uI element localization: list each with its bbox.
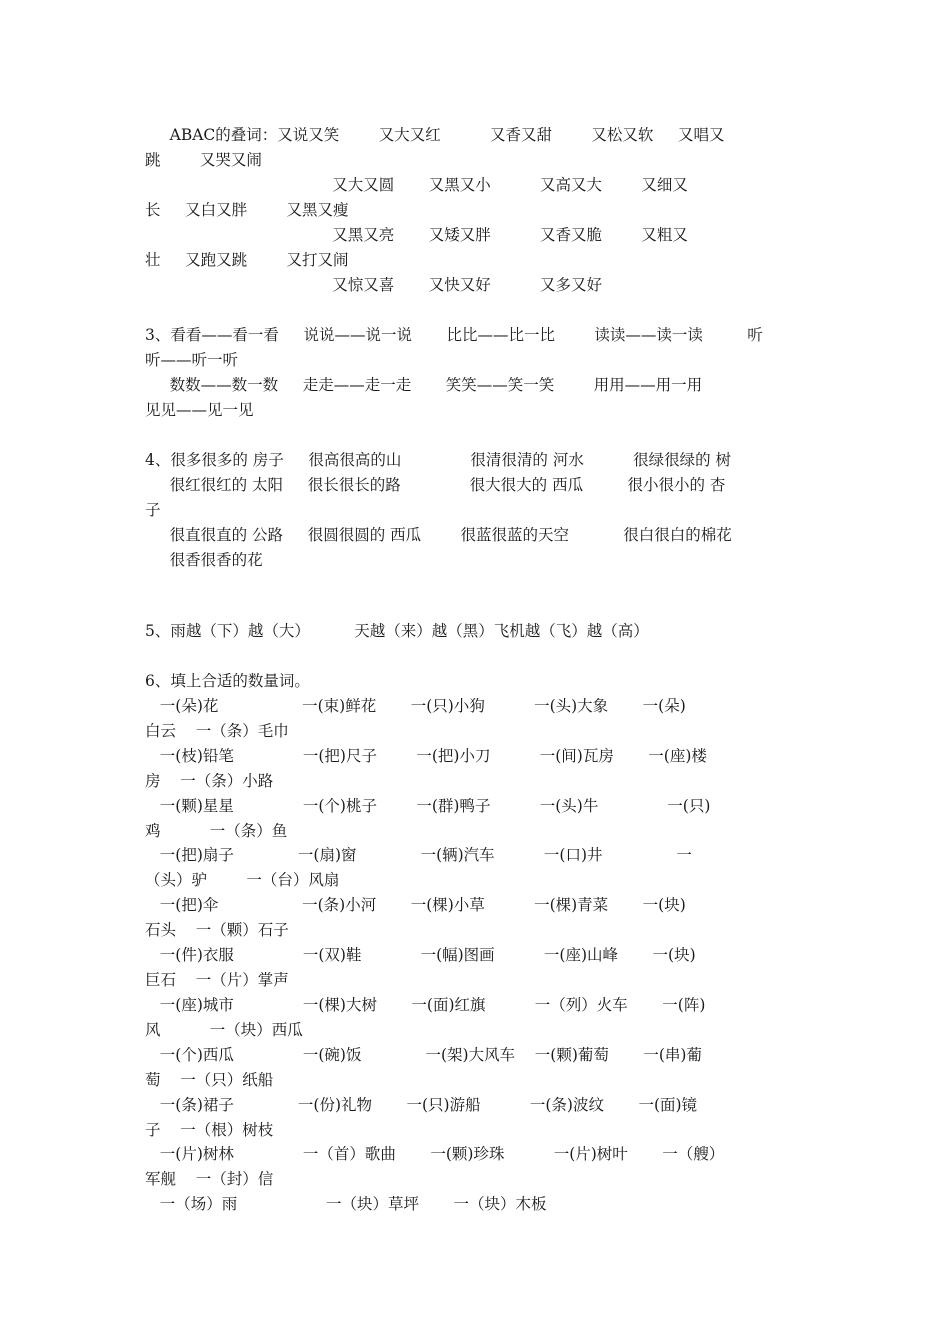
section-5-line: 5、雨越（下）越（大） 天越（来）越（黑）飞机越（飞）越（高） [145, 622, 649, 640]
abac-line-6: 壮 又跑又跳 又打又闹 [145, 251, 349, 269]
measure-line-9: 一(把)伞 一(条)小河 一(棵)小草 一(棵)青菜 一(块) [145, 896, 686, 914]
abac-line-2: 跳 又哭又闹 [145, 151, 262, 169]
abac-line-7: 又惊又喜 又快又好 又多又好 [145, 276, 602, 294]
section-4-line-3: 子 [145, 501, 161, 519]
section-4-line-5: 很香很香的花 [145, 551, 263, 569]
section-3-line-3: 数数——数一数 走走——走一走 笑笑——笑一笑 用用——用一用 [145, 376, 703, 394]
measure-line-10: 石头 一（颗）石子 [145, 921, 289, 939]
abac-line-3: 又大又圆 又黑又小 又高又大 又细又 [145, 176, 688, 194]
measure-line-6: 鸡 一（条）鱼 [145, 822, 288, 840]
measure-line-21: 一（场）雨 一（块）草坪 一（块）木板 [145, 1195, 547, 1213]
measure-line-15: 一(个)西瓜 一(碗)饭 一(架)大风车 一(颗)葡萄 一(串)葡 [145, 1046, 702, 1064]
abac-line-5: 又黑又亮 又矮又胖 又香又脆 又粗又 [145, 226, 688, 244]
section-3-line-4: 见见——见一见 [145, 401, 254, 419]
measure-line-12: 巨石 一（片）掌声 [145, 971, 289, 989]
abac-line-4: 长 又白又胖 又黑又瘦 [145, 201, 349, 219]
measure-line-1: 一(朵)花 一(束)鲜花 一(只)小狗 一(头)大象 一(朵) [145, 697, 686, 715]
section-4-line-4: 很直很直的 公路 很圆很圆的 西瓜 很蓝很蓝的天空 很白很白的棉花 [145, 526, 732, 544]
measure-line-2: 白云 一（条）毛巾 [145, 722, 289, 740]
measure-line-20: 军舰 一（封）信 [145, 1170, 274, 1188]
measure-line-17: 一(条)裙子 一(份)礼物 一(只)游船 一(条)波纹 一(面)镜 [145, 1096, 698, 1114]
measure-line-4: 房 一（条）小路 [145, 772, 274, 790]
measure-line-19: 一(片)树林 一（首）歌曲 一(颗)珍珠 一(片)树叶 一（艘） [145, 1145, 725, 1163]
measure-line-7: 一(把)扇子 一(扇)窗 一(辆)汽车 一(口)井 一 [145, 846, 692, 864]
measure-line-16: 萄 一（只）纸船 [145, 1071, 274, 1089]
section-4-line-2: 很红很红的 太阳 很长很长的路 很大很大的 西瓜 很小很小的 杏 [145, 476, 726, 494]
section-6-heading: 6、填上合适的数量词。 [145, 672, 310, 690]
abac-line-1: ABAC的叠词：又说又笑 又大又红 又香又甜 又松又软 又唱又 [145, 126, 725, 144]
section-3-line-2: 听——听一听 [145, 351, 239, 369]
measure-line-13: 一(座)城市 一(棵)大树 一(面)红旗 一（列）火车 一(阵) [145, 996, 706, 1014]
measure-line-14: 风 一（块）西瓜 [145, 1021, 303, 1039]
measure-line-11: 一(件)衣服 一(双)鞋 一(幅)图画 一(座)山峰 一(块) [145, 946, 696, 964]
section-3-line-1: 3、看看——看一看 说说——说一说 比比——比一比 读读——读一读 听 [145, 326, 763, 344]
measure-line-3: 一(枝)铅笔 一(把)尺子 一(把)小刀 一(间)瓦房 一(座)楼 [145, 747, 707, 765]
measure-line-18: 子 一（根）树枝 [145, 1121, 274, 1139]
section-4-line-1: 4、很多很多的 房子 很高很高的山 很清很清的 河水 很绿很绿的 树 [145, 451, 732, 469]
measure-line-8: （头）驴 一（台）风扇 [145, 871, 340, 889]
measure-line-5: 一(颗)星星 一(个)桃子 一(群)鸭子 一(头)牛 一(只) [145, 797, 711, 815]
